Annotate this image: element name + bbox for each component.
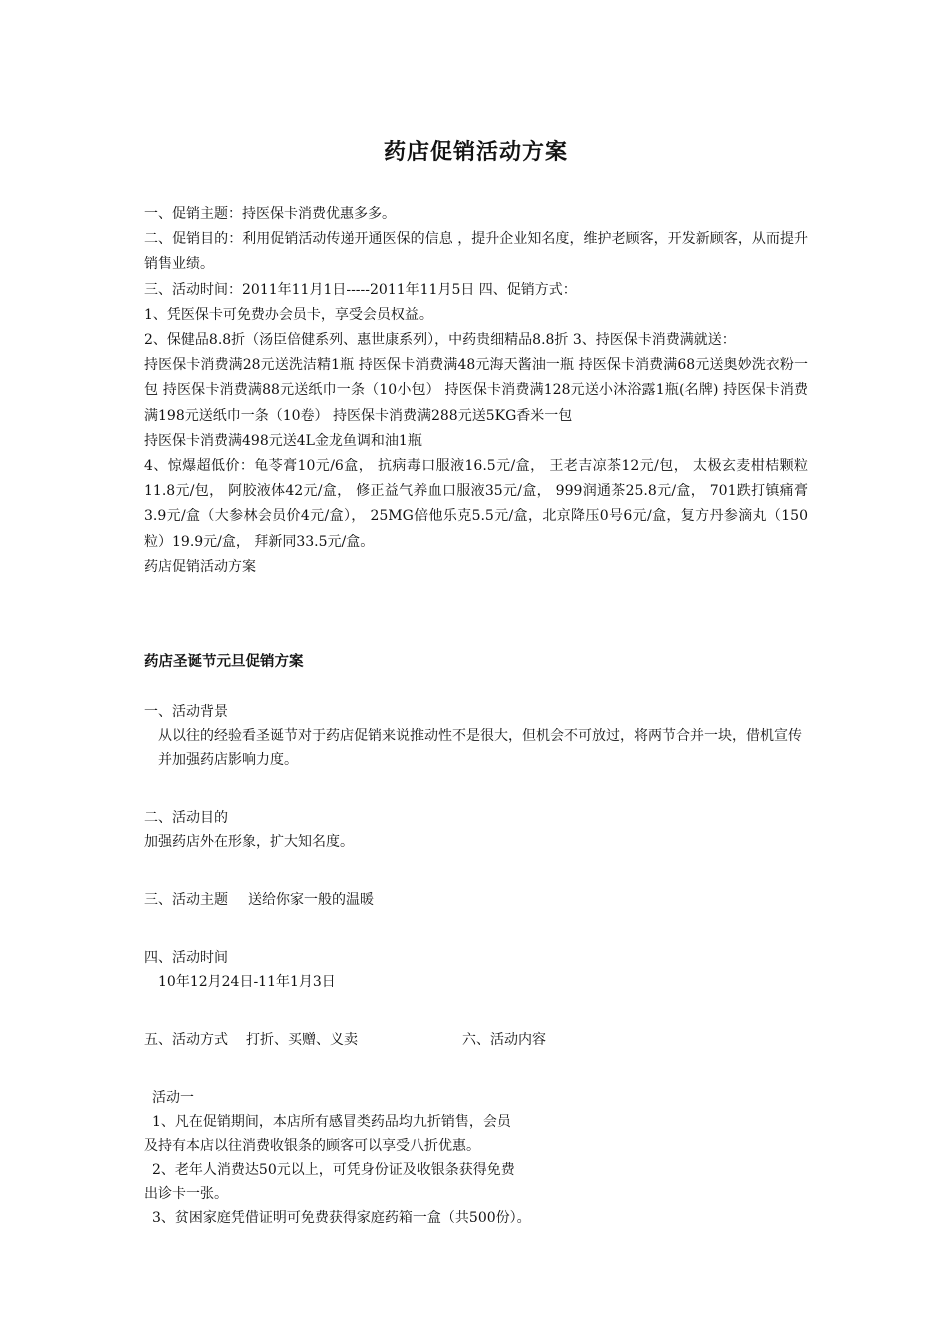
section-heading: 一、活动背景 [144,704,228,720]
paragraph: 二、促销目的：利用促销活动传递开通医保的信息 ，提升企业知名度，维护老顾客，开发新顾客，从而提升销售业绩。 [144,231,808,273]
section-heading: 二、活动目的 [144,810,228,826]
section-title: 药店圣诞节元旦促销方案 [144,653,304,670]
activity-label: 活动一 [152,1090,194,1106]
promotion-plan-body [144,202,808,580]
paragraph: 4、惊爆超低价：龟苓膏10元/6盒， 抗病毒口服液16.5元/盒， 王老吉凉茶12元/包， 太极玄麦柑桔颗粒11.8元/包， 阿胶液体42元/盒， 修正益气养血口服液35元/盒， 999润通茶25.8元/盒， 701跌打镇痛膏3.9元/盒（大参林会员价4元/盒）， 25MG倍他乐克5.5元/盒，北京降压0号6元/盒，复方丹参滴丸（150粒）19.9元/盒， 拜新同33.5元/盒。 [144,458,808,550]
list-item: 3、贫困家庭凭借证明可免费获得家庭药箱一盒（共500份）。 [152,1210,531,1226]
paragraph: 10年12月24日-11年1月3日 [158,974,336,990]
section-heading: 五、活动方式 [144,1032,228,1048]
theme-text: 送给你家一般的温暖 [248,892,374,908]
paragraph: 1、凭医保卡可免费办会员卡，享受会员权益。 [144,306,433,323]
paragraph: 持医保卡消费满498元送4L金龙鱼调和油1瓶 [144,432,422,449]
list-item: 出诊卡一张。 [144,1186,228,1202]
method-text: 打折、买赠、义卖 [246,1032,358,1048]
paragraph: 从以往的经验看圣诞节对于药店促销来说推动性不是很大，但机会不可放过，将两节合并一块，借机宣传并加强药店影响力度。 [158,728,802,768]
list-item: 2、老年人消费达50元以上，可凭身份证及收银条获得免费 [152,1162,515,1178]
method-line [144,1028,808,1052]
theme-line [144,888,808,912]
section-heading: 四、活动时间 [144,950,228,966]
paragraph: 持医保卡消费满28元送洗洁精1瓶 持医保卡消费满48元海天酱油一瓶 持医保卡消费满68元送奥妙洗衣粉一包 持医保卡消费满88元送纸巾一条（10小包） 持医保卡消费满128元送小沐浴露1瓶(名牌) 持医保卡消费满198元送纸巾一条（10卷） 持医保卡消费满288元送5KG香米一包 [144,357,808,424]
section-heading: 三、活动主题 [144,892,228,908]
document-title: 药店促销活动方案 [383,139,568,165]
section-heading: 六、活动内容 [462,1032,546,1048]
paragraph: 加强药店外在形象，扩大知名度。 [144,834,354,850]
list-item: 及持有本店以往消费收银条的顾客可以享受八折优惠。 [144,1138,480,1154]
paragraph: 一、促销主题：持医保卡消费优惠多多。 [144,206,396,222]
paragraph: 三、活动时间：2011年11月1日-----2011年11月5日 四、促销方式： [144,281,577,298]
christmas-plan-body [144,700,808,1230]
list-item: 1、凡在促销期间，本店所有感冒类药品均九折销售，会员 [152,1114,511,1130]
paragraph: 药店促销活动方案 [144,558,256,575]
paragraph: 2、保健品8.8折（汤臣倍健系列、惠世康系列），中药贵细精品8.8折 3、持医保卡消费满就送： [144,332,736,349]
